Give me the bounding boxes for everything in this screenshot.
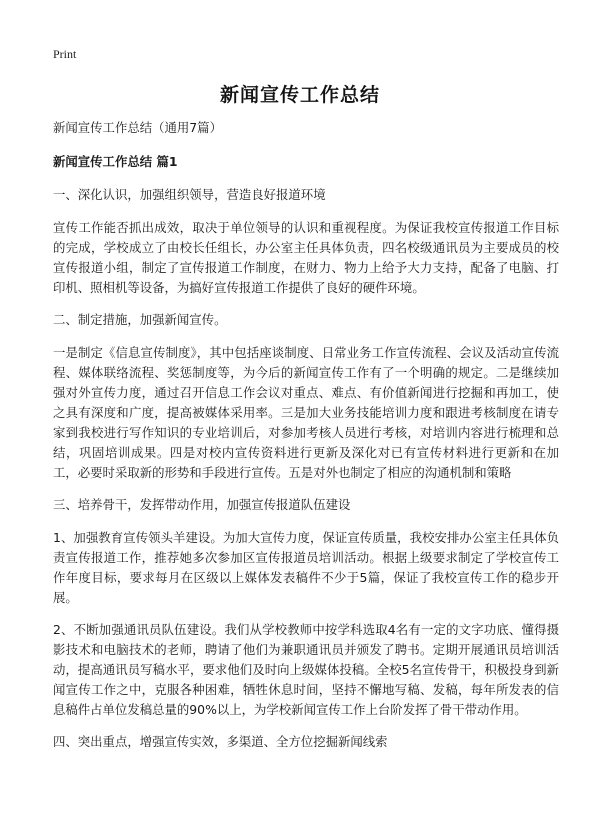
part-title: 新闻宣传工作总结 篇1 — [53, 154, 178, 169]
document-subtitle: 新闻宣传工作总结（通用7篇） — [53, 120, 222, 135]
section-1-paragraph-1: 宣传工作能否抓出成效，取决于单位领导的认识和重视程度。为保证我校宣传报道工作目标的完成，学校成立了由校长任组长，办公室主任具体负责，四名校级通讯员为主要成员的校宣传报道小组，制定了宣传报道工作制度，在财力、物力上给予大力支持，配备了电脑、打印机、照相机等设备，为搞好宣传报道工作提供了良好的硬件环境。 — [53, 220, 559, 295]
section-2-paragraph-1: 一是制定《信息宣传制度》，其中包括座谈制度、日常业务工作宣传流程、会议及活动宣传流程、媒体联络流程、奖惩制度等，为今后的新闻宣传工作有了一个明确的规定。二是继续加强对外宣传力度，通过召开信息工作会议对重点、难点、有价值新闻进行挖掘和再加工，使之具有深度和广度，提高被媒体采用率。三是加大业务技能培训力度和跟进考核制度在请专家到我校进行写作知识的专业培训后，对参加考核人员进行考核，对培训内容进行梳理和总结，巩固培训成果。四是对校内宣传资料进行更新及深化对已有宣传材料进行更新和在加工，必要时采取新的形势和手段进行宣传。五是对外也制定了相应的沟通机制和策略 — [53, 345, 559, 480]
section-heading-4: 四、突出重点，增强宣传实效，多渠道、全方位挖掘新闻线索 — [53, 734, 388, 749]
section-heading-1: 一、深化认识，加强组织领导，营造良好报道环境 — [53, 187, 326, 202]
section-3-paragraph-1: 1、加强教育宣传领头羊建设。为加大宣传力度，保证宣传质量，我校安排办公室主任具体负责宣传报道工作，推荐她多次参加区宣传报道员培训活动。根据上级要求制定了学校宣传工作年度目标，要求每月在区级以上媒体发表稿件不少于5篇，保证了我校宣传工作的稳步开展。 — [53, 530, 559, 605]
section-heading-3: 三、培养骨干，发挥带动作用，加强宣传报道队伍建设 — [53, 497, 351, 512]
document-title: 新闻宣传工作总结 — [219, 84, 380, 106]
section-heading-2: 二、制定措施，加强新闻宣传。 — [53, 312, 227, 327]
document-body — [53, 118, 559, 765]
print-label: Print — [53, 47, 77, 61]
section-3-paragraph-2: 2、不断加强通讯员队伍建设。我们从学校教师中按学科选取4名有一定的文字功底、懂得摄影技术和电脑技术的老师，聘请了他们为兼职通讯员并颁发了聘书。定期开展通讯员培训活动，提高通讯员写稿水平，要求他们及时向上级媒体投稿。全校5名宣传骨干，积极投身到新闻宣传工作之中，克服各种困难，牺牲休息时间，坚持不懈地写稿、发稿，每年所发表的信息稿件占单位发稿总量的90%以上，为学校新闻宣传工作上台阶发挥了骨干带动作用。 — [53, 622, 559, 717]
